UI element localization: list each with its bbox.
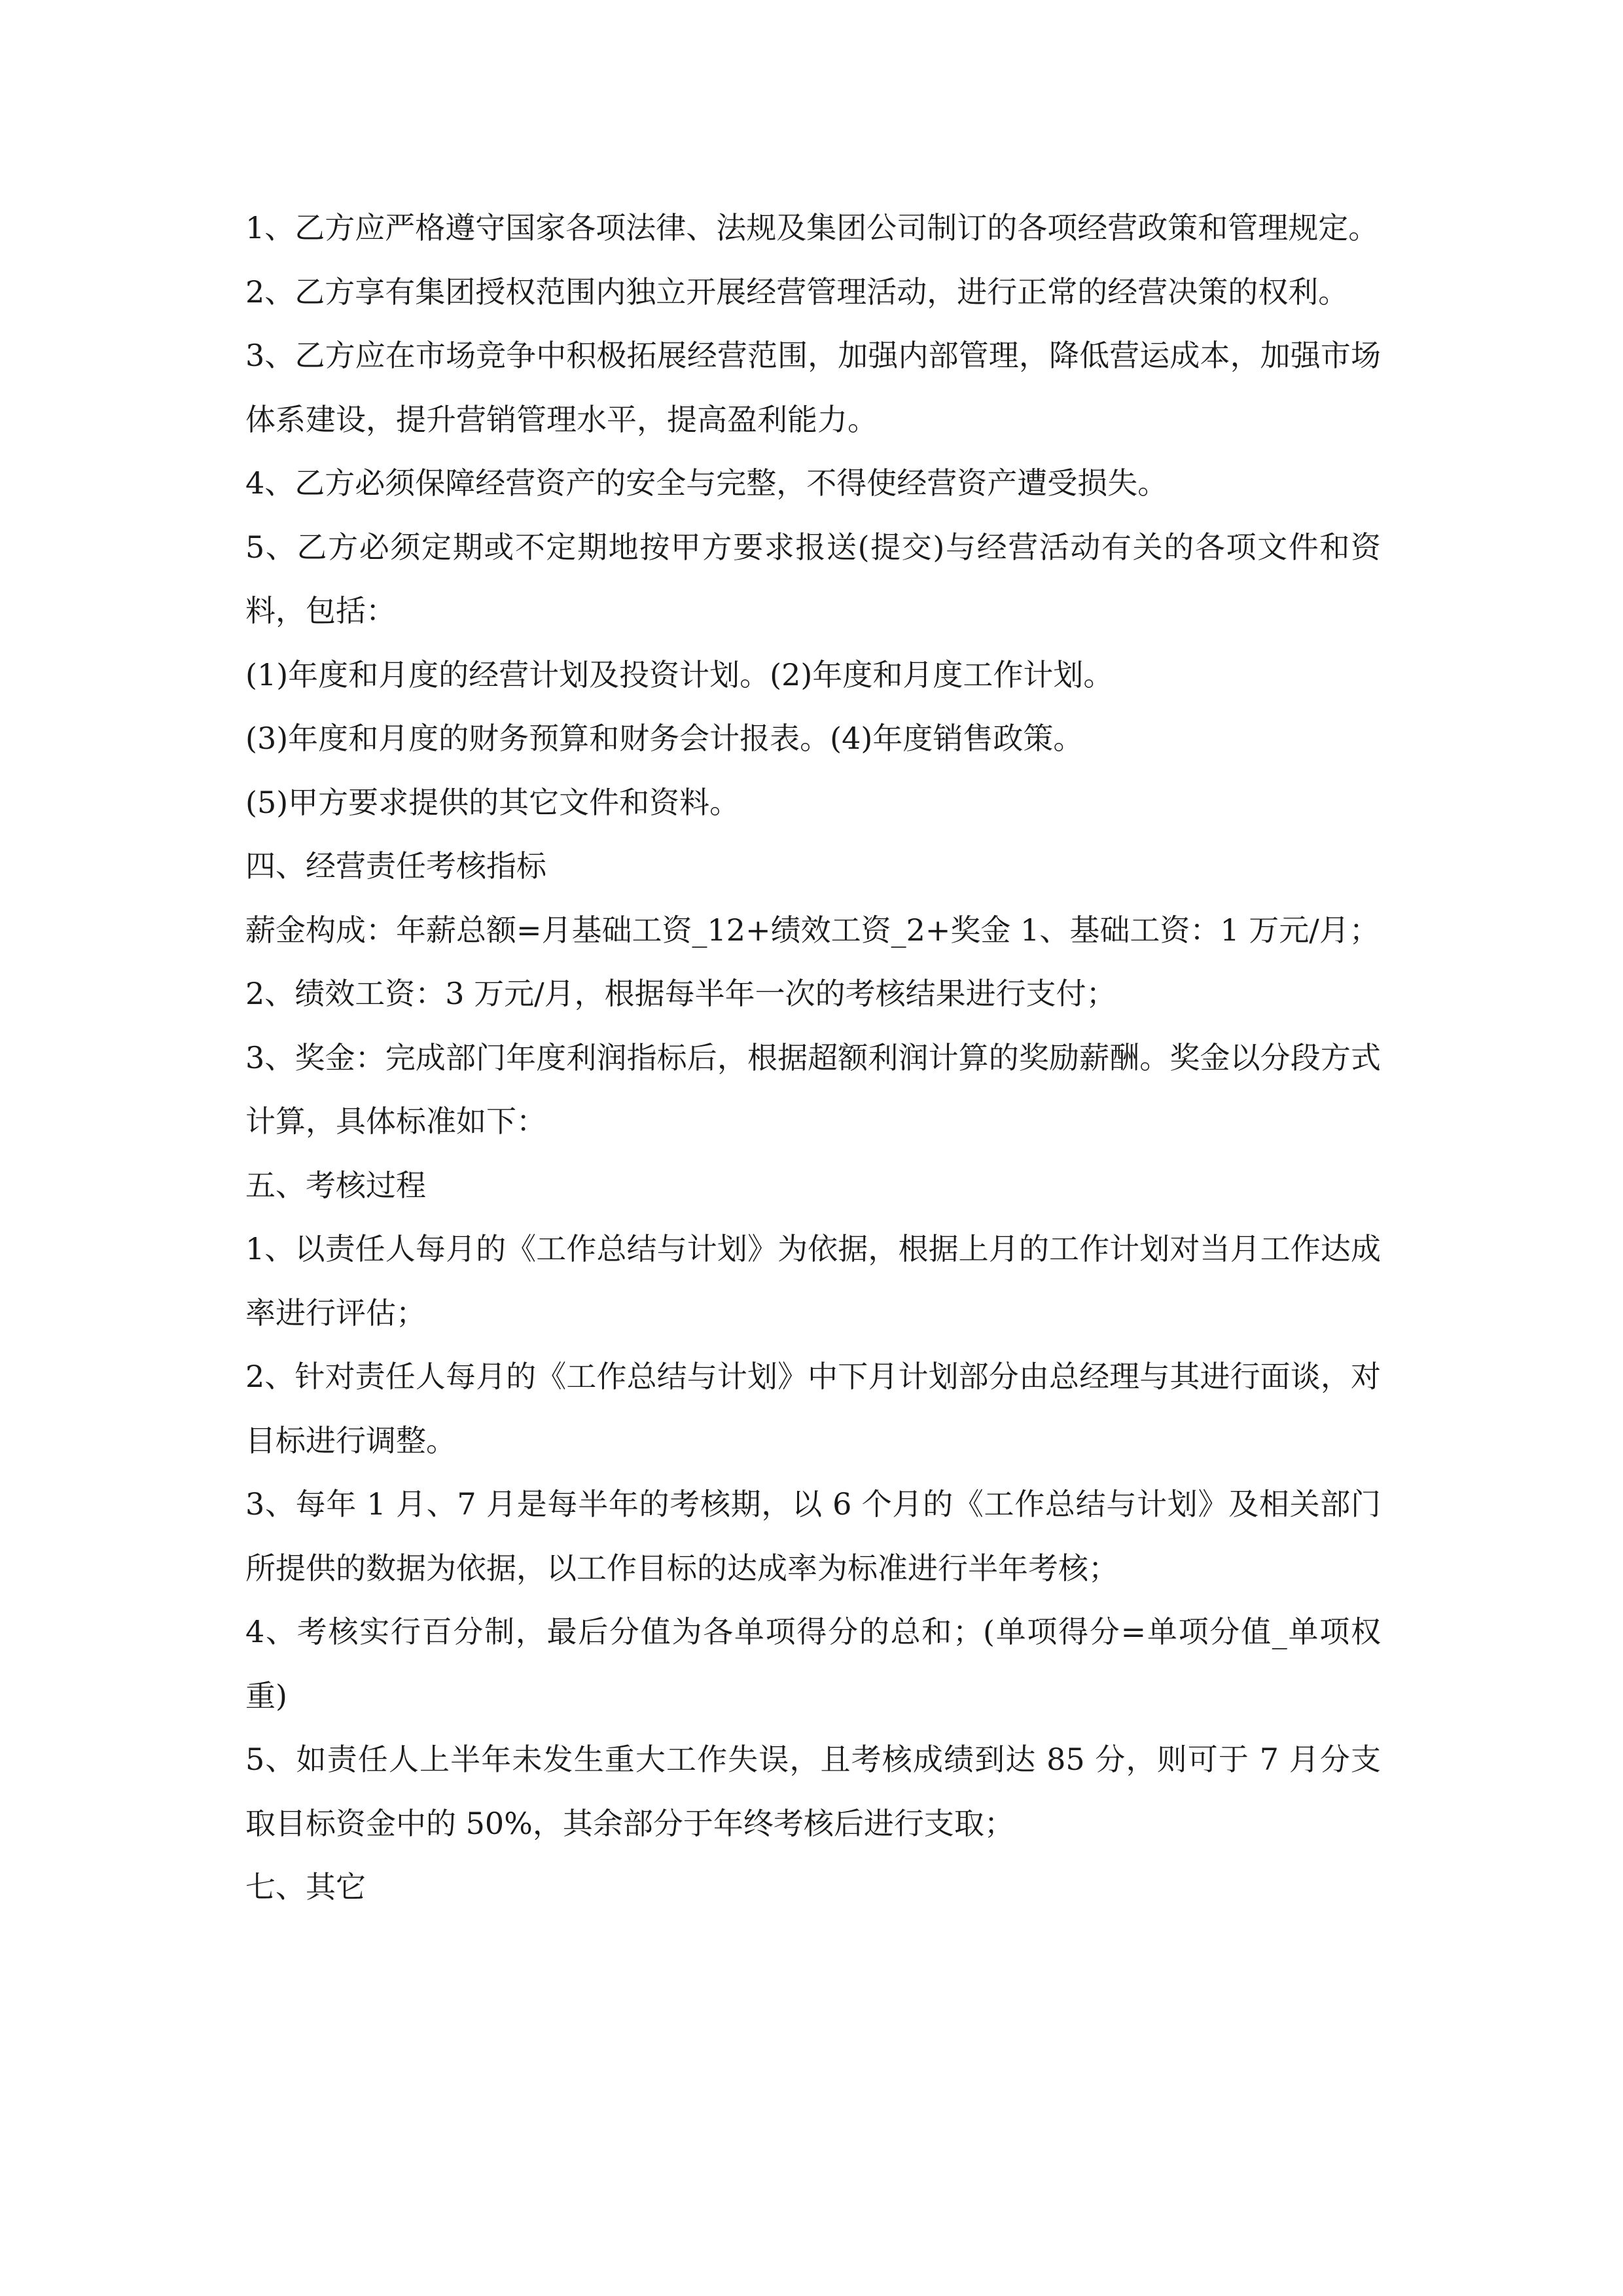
clause-paragraph: 1、乙方应严格遵守国家各项法律、法规及集团公司制订的各项经营政策和管理规定。 [245,210,1379,245]
section-heading: 七、其它 [245,1869,366,1905]
section-heading: 四、经营责任考核指标 [245,848,546,884]
process-paragraph: 2、针对责任人每月的《工作总结与计划》中下月计划部分由总经理与其进行面谈，对目标进行调整。 [245,1359,1381,1458]
process-paragraph: 3、每年 1 月、7 月是每半年的考核期，以 6 个月的《工作总结与计划》及相关部门所提供的数据为依据，以工作目标的达成率为标准进行半年考核； [245,1486,1381,1586]
process-paragraph: 1、以责任人每月的《工作总结与计划》为依据，根据上月的工作计划对当月工作达成率进行评估； [245,1231,1381,1331]
clause-paragraph: 3、乙方应在市场竞争中积极拓展经营范围，加强内部管理，降低营运成本，加强市场体系建设，提升营销管理水平，提高盈利能力。 [245,338,1381,437]
sub-item-paragraph: (1)年度和月度的经营计划及投资计划。(2)年度和月度工作计划。 [245,656,1114,692]
process-paragraph: 5、如责任人上半年未发生重大工作失误，且考核成绩到达 85 分，则可于 7 月分支取目标资金中的 50%，其余部分于年终考核后进行支取； [245,1742,1381,1841]
clause-paragraph: 4、乙方必须保障经营资产的安全与完整，不得使经营资产遭受损失。 [245,465,1168,501]
clause-paragraph: 5、乙方必须定期或不定期地按甲方要求报送(提交)与经营活动有关的各项文件和资料，包括： [245,529,1381,628]
sub-item-paragraph: (5)甲方要求提供的其它文件和资料。 [245,784,740,820]
salary-paragraph: 薪金构成：年薪总额=月基础工资_12+绩效工资_2+奖金 1、基础工资：1 万元/月； [245,912,1380,948]
document-body [245,196,1381,1920]
section-heading: 五、考核过程 [245,1167,426,1203]
salary-paragraph: 3、奖金：完成部门年度利润指标后，根据超额利润计算的奖励薪酬。奖金以分段方式计算，具体标准如下： [245,1039,1381,1139]
sub-item-paragraph: (3)年度和月度的财务预算和财务会计报表。(4)年度销售政策。 [245,721,1084,756]
process-paragraph: 4、考核实行百分制，最后分值为各单项得分的总和；(单项得分=单项分值_单项权重) [245,1614,1381,1713]
salary-paragraph: 2、绩效工资：3 万元/月，根据每半年一次的考核结果进行支付； [245,976,1116,1011]
clause-paragraph: 2、乙方享有集团授权范围内独立开展经营管理活动，进行正常的经营决策的权利。 [245,274,1349,310]
